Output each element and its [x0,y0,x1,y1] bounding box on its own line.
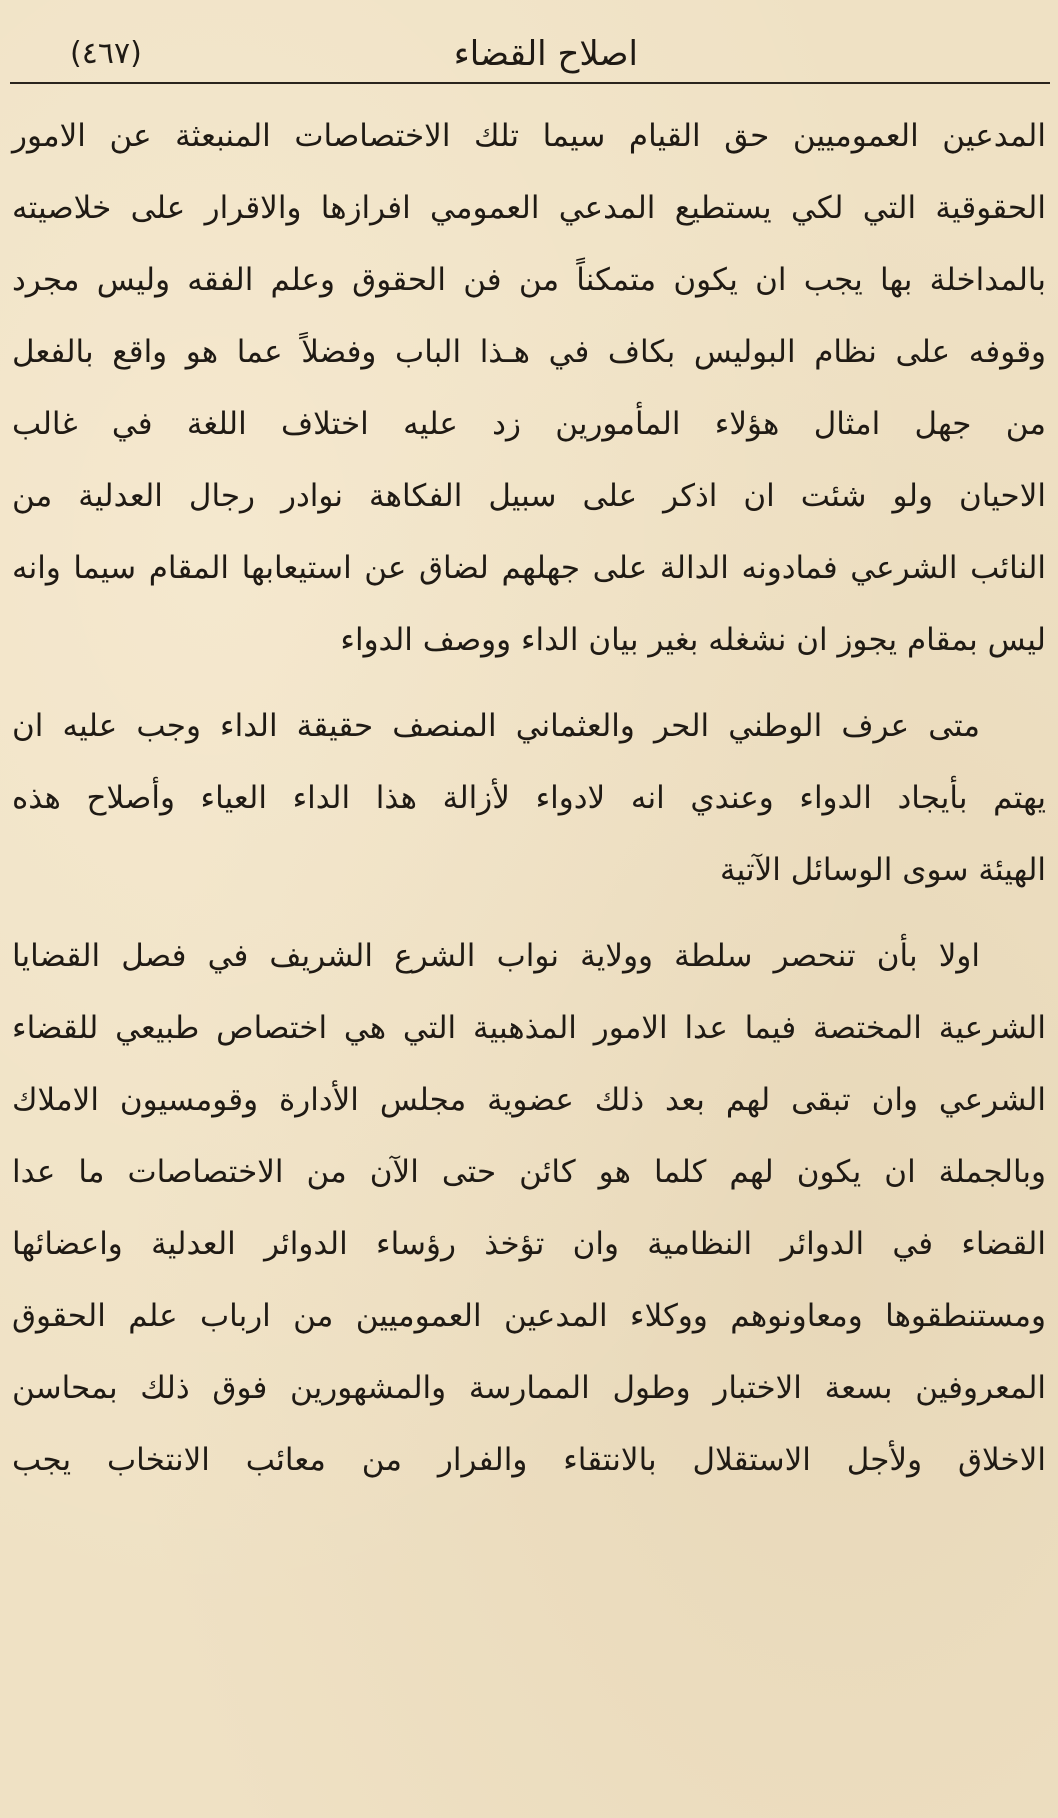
text-line: المدعين العموميين حق القيام سيما تلك الاختصاصات المنبعثة عن الامور [12,118,1046,154]
text-line: ليس بمقام يجوز ان نشغله بغير بيان الداء ووصف الدواء [340,622,1046,658]
body-text [8,100,1050,1496]
text-line: المعروفين بسعة الاختبار وطول الممارسة والمشهورين فوق ذلك بمحاسن [12,1370,1046,1406]
paragraph-gap [8,906,1050,920]
text-line: يهتم بأيجاد الدواء وعندي انه لادواء لأزالة هذا الداء العياء وأصلاح هذه [12,780,1046,816]
running-title: اصلاح القضاء [453,34,638,74]
text-line: الاخلاق ولأجل الاستقلال بالانتقاء والفرار من معائب الانتخاب يجب [12,1442,1046,1478]
text-line: من جهل امثال هؤلاء المأمورين زد عليه اختلاف اللغة في غالب [12,406,1046,442]
page-header [70,30,1033,80]
page-number: (٤٦٧) [70,36,142,71]
text-line: متى عرف الوطني الحر والعثماني المنصف حقيقة الداء وجب عليه ان [12,708,980,744]
text-line: بالمداخلة بها يجب ان يكون متمكناً من فن الحقوق وعلم الفقه وليس مجرد [12,262,1046,298]
text-line: الشرعية المختصة فيما عدا الامور المذهبية التي هي اختصاص طبيعي للقضاء [12,1010,1046,1046]
paragraph-gap [8,676,1050,690]
text-line: القضاء في الدوائر النظامية وان تؤخذ رؤساء الدوائر العدلية واعضائها [12,1226,1046,1262]
text-line: اولا بأن تنحصر سلطة وولاية نواب الشرع الشريف في فصل القضايا [12,938,980,974]
text-line: وبالجملة ان يكون لهم كلما هو كائن حتى الآن من الاختصاصات ما عدا [12,1154,1046,1190]
text-line: الحقوقية التي لكي يستطيع المدعي العمومي افرازها والاقرار على خلاصيته [12,190,1046,226]
text-line: النائب الشرعي فمادونه الدالة على جهلهم لضاق عن استيعابها المقام سيما وانه [12,550,1046,586]
header-rule [10,82,1050,84]
text-line: الاحيان ولو شئت ان اذكر على سبيل الفكاهة نوادر رجال العدلية من [12,478,1046,514]
text-line: وقوفه على نظام البوليس بكاف في هـذا الباب وفضلاً عما هو واقع بالفعل [12,334,1046,370]
text-line: الهيئة سوى الوسائل الآتية [720,852,1046,888]
text-line: الشرعي وان تبقى لهم بعد ذلك عضوية مجلس الأدارة وقومسيون الاملاك [12,1082,1046,1118]
text-line: ومستنطقوها ومعاونوهم ووكلاء المدعين العموميين من ارباب علم الحقوق [12,1298,1046,1334]
